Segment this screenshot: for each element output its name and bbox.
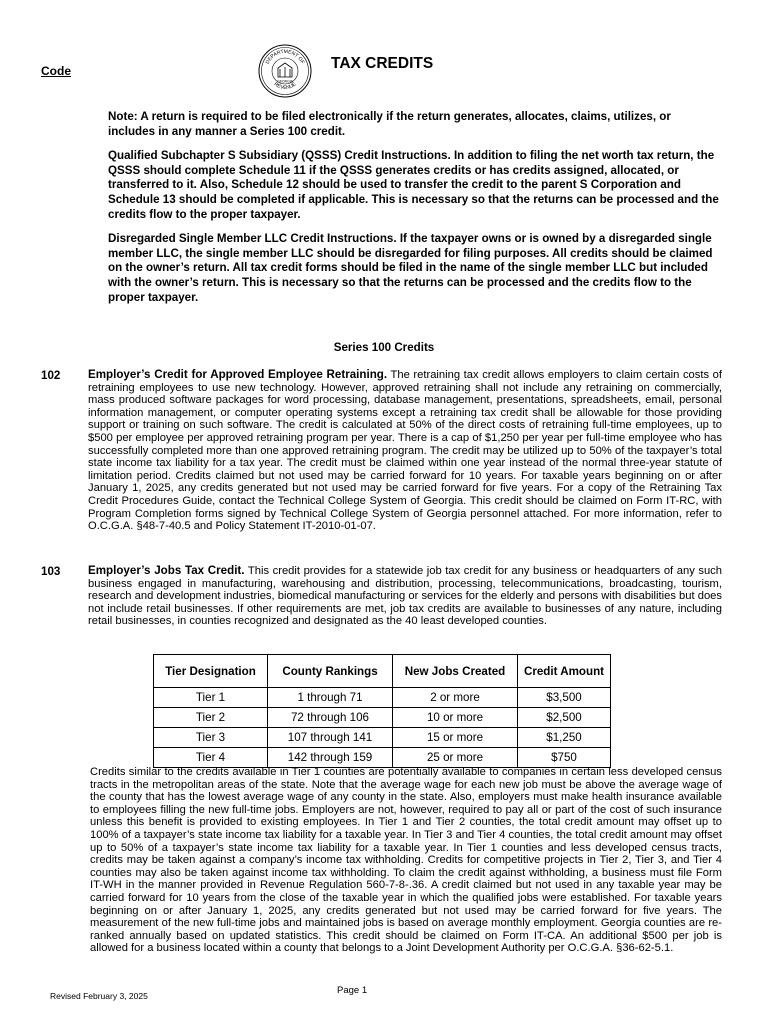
- table-cell: 142 through 159: [268, 748, 393, 768]
- column-header: Tier Designation: [154, 655, 268, 688]
- seal-text-state: GEORGIA: [277, 79, 293, 84]
- table-header-row: [154, 655, 611, 688]
- column-header: County Rankings: [268, 655, 393, 688]
- credit-code: 102: [41, 369, 61, 382]
- table-cell: 15 or more: [393, 728, 518, 748]
- code-column-label: Code: [41, 64, 71, 78]
- table-cell: $2,500: [518, 708, 611, 728]
- table-cell: Tier 4: [154, 748, 268, 768]
- table-cell: $1,250: [518, 728, 611, 748]
- page-number: Page 1: [337, 985, 368, 996]
- table-cell: 107 through 141: [268, 728, 393, 748]
- seal-text-top: DEPARTMENT OF: [264, 48, 306, 66]
- table-row: [154, 688, 611, 708]
- llc-instructions: Disregarded Single Member LLC Credit Instructions. If the taxpayer owns or is owned by a disregarded single member LLC, the single member LLC should be disregarded for filing purposes. All credits should be claimed on the owner’s return. All tax credit forms should be filed in the name of the single member LLC but included with the owner’s return. This is necessary so that the returns can be processed and the credits flow to the proper taxpayer.: [108, 232, 713, 304]
- table-cell: Tier 1: [154, 688, 268, 708]
- credit-item-103: [41, 565, 722, 628]
- column-header: Credit Amount: [518, 655, 611, 688]
- table-cell: 2 or more: [393, 688, 518, 708]
- table-row: [154, 748, 611, 768]
- credit-body: This credit provides for a statewide job tax credit for any business or headquarters of any such business engaged in manufacturing, warehousing and distribution, processing, telecommunications, broadcasting, tourism, research and development industries, biomedical manufacturing or services for the elderly and persons with disabilities but does not include retail businesses. If other requirements are met, job tax credits are available to businesses of any nature, including retail businesses, in counties recognized and designated as the 40 least developed counties.: [88, 565, 723, 628]
- instructions-notes: [108, 110, 721, 315]
- revision-date: Revised February 3, 2025: [50, 991, 148, 1001]
- credit-103-continuation: Credits similar to the credits available in Tier 1 counties are potentially available to companies in certain less developed census tracts in the metropolitan areas of the state. Note that the average wage for each new job must be above the average wage of the county that has the lowest average wage of any county in the state. Also, employers must make health insurance available to employees filling the new full-time jobs. Employers are not, however, required to pay all or part of the cost of such insurance unless this benefit is provided to existing employees. In Tier 1 and Tier 2 counties, the total credit amount may offset up to 100% of a taxpayer’s state income tax liability for a taxable year. In Tier 3 and Tier 4 counties, the total credit amount may offset up to 50% of a taxpayer’s state income tax liability for a taxable year. In Tier 1 counties and less developed census tracts, credits may be taken against a company’s income tax withholding. Credits for competitive projects in Tier 2, Tier 3, and Tier 4 counties may also be taken against income tax withholding. To claim the credit against withholding, a business must file Form IT-WH in the manner provided in Revenue Regulation 560-7-8-.36. A credit claimed but not used in any taxable year may be carried forward for 10 years from the close of the taxable year in which the qualified jobs were established. For taxable years beginning on or after January 1, 2025, any credits generated but not used may be carried forward for five years. The measurement of the new full-time jobs and maintained jobs is based on average monthly employment. Georgia counties are re-ranked annually based on updated statistics. This credit should be claimed on Form IT-CA. An additional $500 per job is allowed for a business located within a county that belongs to a Joint Development Authority per O.C.G.A. §36-62-5.1.: [90, 766, 722, 955]
- table-cell: 72 through 106: [268, 708, 393, 728]
- column-header: New Jobs Created: [393, 655, 518, 688]
- table-cell: $3,500: [518, 688, 611, 708]
- table-cell: Tier 2: [154, 708, 268, 728]
- page-title: TAX CREDITS: [331, 55, 434, 72]
- credit-description: [88, 369, 722, 533]
- table-row: [154, 708, 611, 728]
- tier-table: [153, 654, 611, 768]
- credit-item-102: [41, 369, 722, 533]
- seal-text-bottom: REVENUE: [272, 81, 298, 92]
- table-cell: 10 or more: [393, 708, 518, 728]
- credit-title: Employer’s Credit for Approved Employee Retraining.: [88, 368, 388, 381]
- qsss-instructions: Qualified Subchapter S Subsidiary (QSSS) Credit Instructions. In addition to filing the net worth tax return, the QSSS should complete Schedule 11 if the QSSS generates credits or has credits assigned, allocated, or transferred to it. Also, Schedule 12 should be used to transfer the credit to the parent S Corporation and Schedule 13 should be completed if applicable. This is necessary so that the returns can be processed and the credits flow to the proper taxpayer.: [108, 149, 719, 221]
- table-cell: 25 or more: [393, 748, 518, 768]
- electronic-filing-note: Note: A return is required to be filed electronically if the return generates, allocates, claims, utilizes, or includes in any manner a Series 100 credit.: [108, 110, 671, 138]
- table-cell: Tier 3: [154, 728, 268, 748]
- table-cell: 1 through 71: [268, 688, 393, 708]
- table-cell: $750: [518, 748, 611, 768]
- credit-body: The retraining tax credit allows employers to claim certain costs of retraining employees to use new technology. However, approved retraining shall not include any retraining on commercially, mass produced software packages for word processing, database management, presentations, spreadsheets, email, personal information management, or computer operating systems except a retraining tax credit shall be allowable for those providing support or training on such software. The credit is calculated at 50% of the direct costs of retraining full-time employees, up to $500 per employee per approved retraining program per year. There is a cap of $1,250 per year per full-time employee who has successfully completed more than one approved retraining program. The credit may be utilized up to 50% of the taxpayer’s total state income tax liability for a tax year. The credit must be claimed within one year instead of the normal three-year statute of limitation period. Credits claimed but not used may be carried forward for 10 years. For taxable years beginning on or after January 1, 2025, any credits generated but not used may be carried forward for five years. For a copy of the Retraining Tax Credit Procedures Guide, contact the Technical College System of Georgia. This credit should be claimed on Form IT-RC, with Program Completion forms signed by Technical College System of Georgia personnel attached. For more information, refer to O.C.G.A. §48-7-40.5 and Policy Statement IT-2010-01-07.: [88, 369, 723, 533]
- series-title: Series 100 Credits: [333, 341, 435, 354]
- department-of-revenue-seal-icon: [258, 44, 312, 98]
- table-row: [154, 728, 611, 748]
- credit-code: 103: [41, 565, 61, 578]
- credit-description: [88, 565, 722, 628]
- credit-title: Employer’s Jobs Tax Credit.: [88, 564, 245, 577]
